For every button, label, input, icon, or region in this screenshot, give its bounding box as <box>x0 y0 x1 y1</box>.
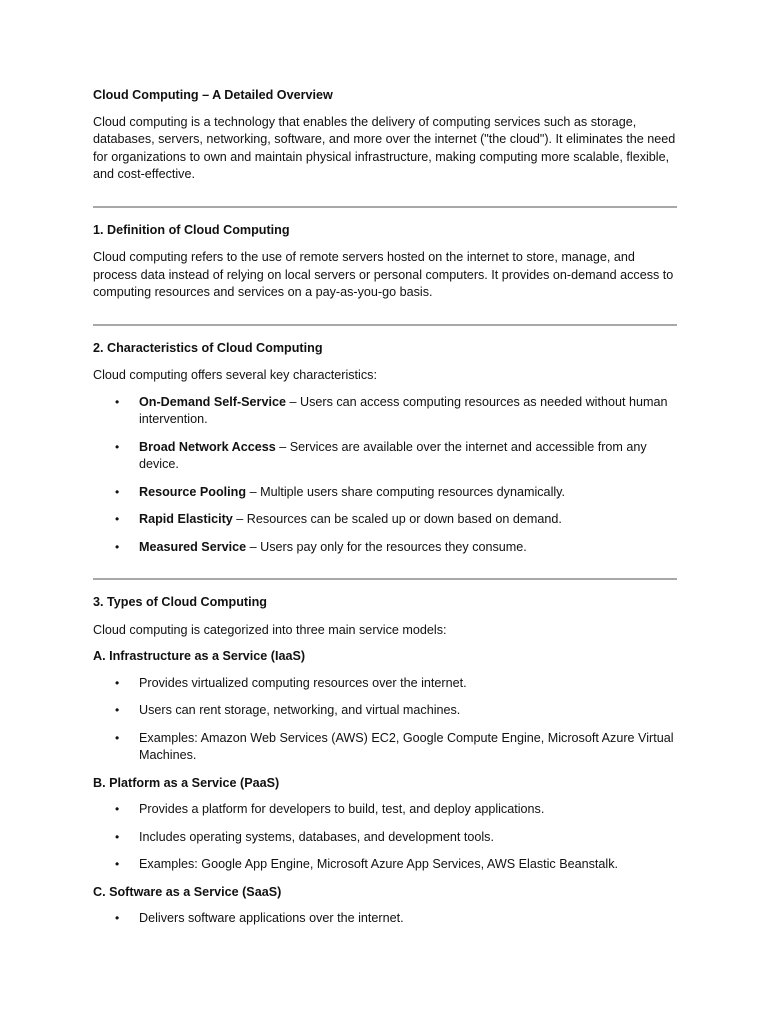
bullet-icon: • <box>115 512 120 526</box>
bullet-icon: • <box>115 439 120 454</box>
list-item <box>93 394 677 429</box>
list-item <box>93 910 677 928</box>
paas-list <box>93 801 677 874</box>
bullet-icon: • <box>115 829 120 844</box>
list-item <box>93 702 677 720</box>
section-divider <box>93 578 677 580</box>
bullet-icon: • <box>115 911 120 925</box>
list-item-text: Examples: Amazon Web Services (AWS) EC2, Google Compute Engine, Microsoft Azure Virtual Machines. <box>139 730 674 762</box>
characteristic-description: – Users can access computing resources as needed without human intervention. <box>139 394 668 426</box>
saas-list <box>93 910 677 928</box>
bullet-icon: • <box>115 539 120 554</box>
characteristic-term: Resource Pooling <box>139 484 247 499</box>
list-item <box>93 801 677 819</box>
section-divider <box>93 324 677 326</box>
bullet-icon: • <box>115 802 120 816</box>
bullet-icon: • <box>115 857 120 871</box>
section-divider <box>93 206 677 208</box>
list-item <box>93 829 677 847</box>
characteristic-term: On-Demand Self-Service <box>139 394 286 409</box>
subheading-iaas: A. Infrastructure as a Service (IaaS) <box>93 649 306 663</box>
document-body <box>93 87 677 938</box>
list-item-text: Delivers software applications over the internet. <box>139 911 404 925</box>
list-item <box>93 539 677 557</box>
list-item <box>93 856 677 874</box>
intro-paragraph: Cloud computing is a technology that enables the delivery of computing services such as storage, databases, servers, networking, software, and more over the internet ("the cloud"). It eliminates the need for organizations to own and maintain physical infrastructure, making computing more scalable, flexible, and cost-effective. <box>93 114 676 181</box>
bullet-icon: • <box>115 484 120 499</box>
characteristic-description: – Services are available over the internet and accessible from any device. <box>139 439 647 471</box>
list-item <box>93 730 677 765</box>
section-heading-definition: 1. Definition of Cloud Computing <box>93 222 290 237</box>
characteristic-term: Broad Network Access <box>139 439 276 454</box>
list-item-text: Includes operating systems, databases, and development tools. <box>139 829 494 844</box>
characteristics-intro: Cloud computing offers several key characteristics: <box>93 368 377 382</box>
characteristics-list <box>93 394 677 557</box>
document-title: Cloud Computing – A Detailed Overview <box>93 88 333 102</box>
subheading-paas: B. Platform as a Service (PaaS) <box>93 775 280 790</box>
section-heading-characteristics: 2. Characteristics of Cloud Computing <box>93 340 323 355</box>
list-item <box>93 511 677 529</box>
list-item <box>93 439 677 474</box>
iaas-list <box>93 675 677 765</box>
bullet-icon: • <box>115 675 120 690</box>
characteristic-term: Measured Service <box>139 539 247 554</box>
bullet-icon: • <box>115 394 120 409</box>
types-intro: Cloud computing is categorized into three main service models: <box>93 622 447 637</box>
characteristic-description: – Multiple users share computing resources dynamically. <box>246 484 566 499</box>
bullet-icon: • <box>115 703 120 717</box>
characteristic-description: – Users pay only for the resources they consume. <box>246 539 527 554</box>
list-item-text: Provides virtualized computing resources over the internet. <box>139 675 467 690</box>
characteristic-term: Rapid Elasticity <box>139 512 233 526</box>
list-item-text: Provides a platform for developers to build, test, and deploy applications. <box>139 802 545 816</box>
list-item-text: Examples: Google App Engine, Microsoft Azure App Services, AWS Elastic Beanstalk. <box>139 857 619 871</box>
definition-paragraph: Cloud computing refers to the use of remote servers hosted on the internet to store, manage, and process data instead of relying on local servers or personal computers. It provides on-demand access to computing resources and services on a pay-as-you-go basis. <box>93 250 674 299</box>
section-heading-types: 3. Types of Cloud Computing <box>93 595 267 609</box>
bullet-icon: • <box>115 730 120 745</box>
list-item <box>93 675 677 693</box>
subheading-saas: C. Software as a Service (SaaS) <box>93 884 282 899</box>
list-item-text: Users can rent storage, networking, and virtual machines. <box>139 703 461 717</box>
characteristic-description: – Resources can be scaled up or down based on demand. <box>232 512 562 526</box>
list-item <box>93 484 677 502</box>
